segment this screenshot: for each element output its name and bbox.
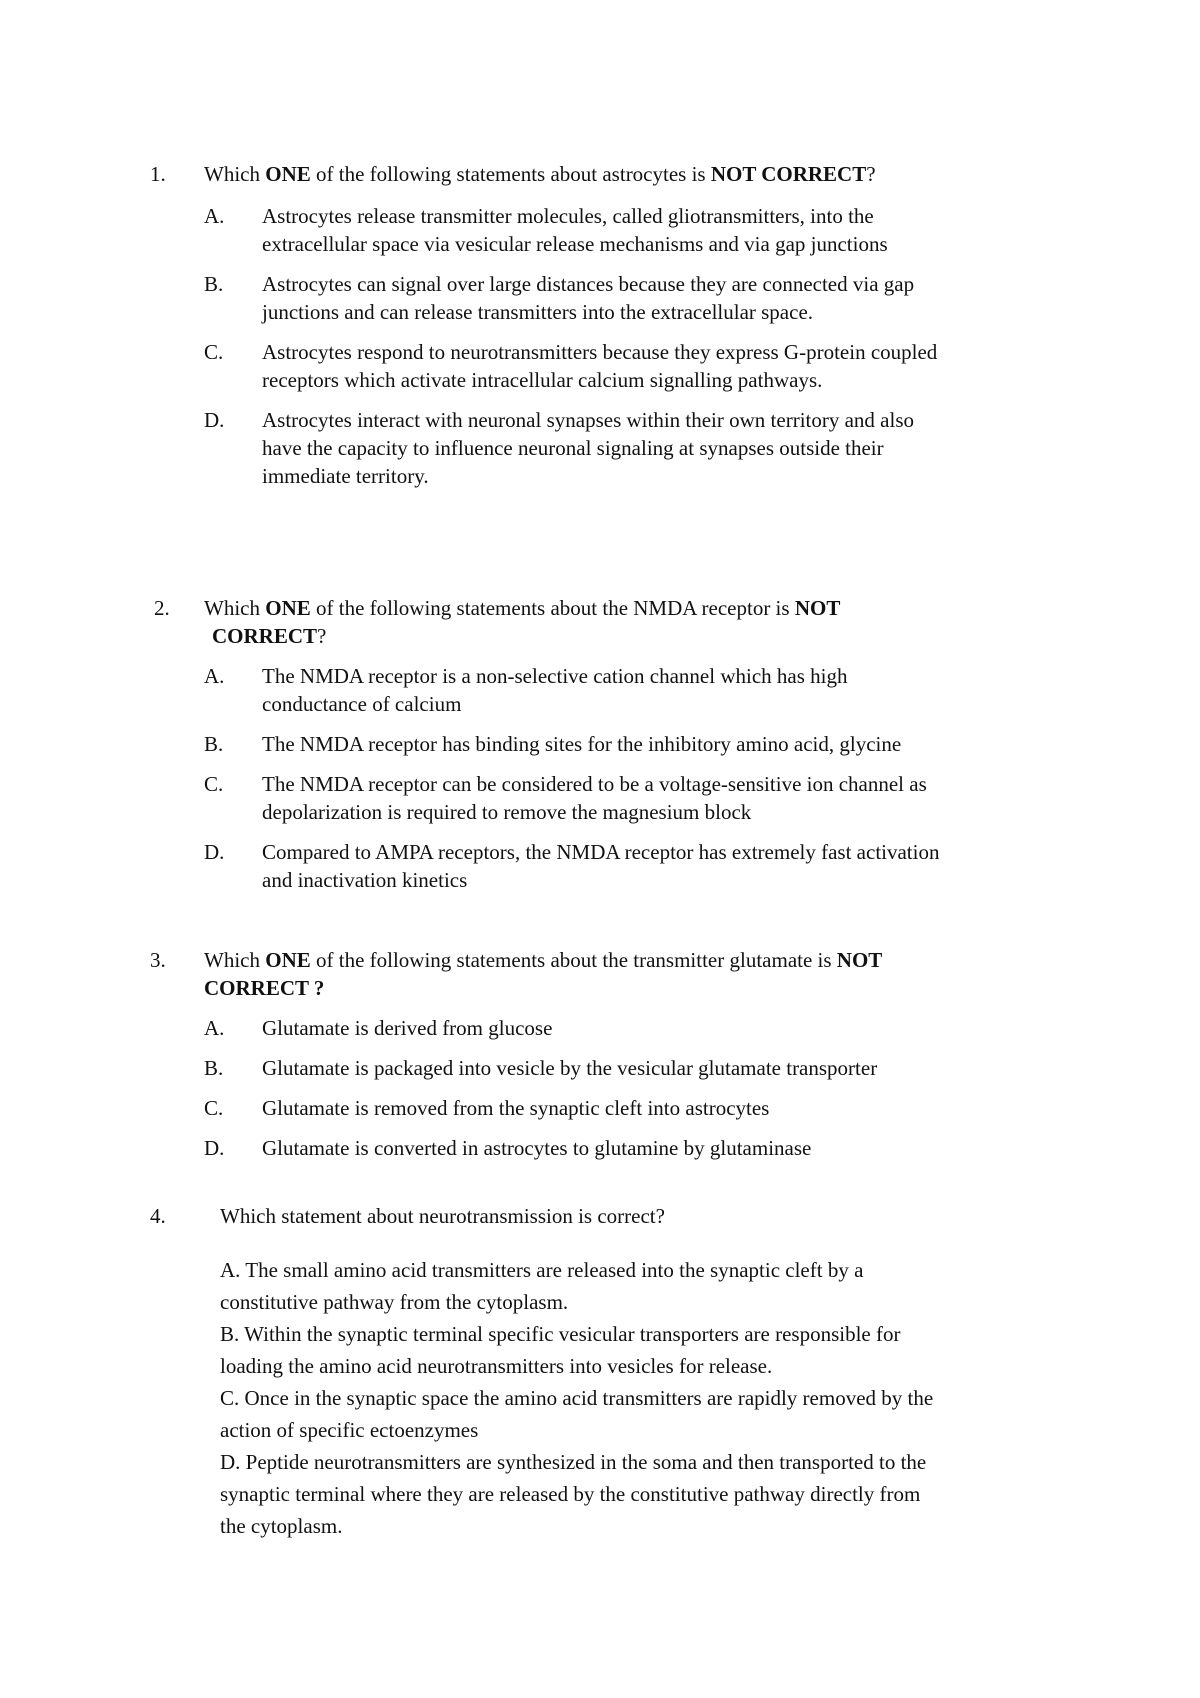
- option-letter: A.: [204, 1016, 225, 1040]
- option-letter: B.: [204, 272, 224, 296]
- option-line: C. Once in the synaptic space the amino acid transmitters are rapidly removed by the: [220, 1386, 934, 1410]
- option-letter: C.: [204, 340, 224, 364]
- option-text: Glutamate is converted in astrocytes to glutamine by glutaminase: [262, 1136, 812, 1160]
- option-text: The NMDA receptor can be considered to be a voltage-sensitive ion channel as depolarization is required to remove the magnesium block: [262, 772, 927, 824]
- option-text: The NMDA receptor is a non-selective cation channel which has high conductance of calcium: [262, 664, 848, 716]
- option-text: Astrocytes can signal over large distances because they are connected via gap junctions and can release transmitters into the extracellular space.: [262, 272, 915, 324]
- question-stem: Which statement about neurotransmission is correct?: [220, 1204, 665, 1228]
- option-line: action of specific ectoenzymes: [220, 1418, 479, 1442]
- option-line: the cytoplasm.: [220, 1514, 343, 1538]
- option-text: Astrocytes respond to neurotransmitters because they express G-protein coupled receptors which activate intracellular calcium signalling pathways.: [262, 340, 938, 392]
- option-letter: C.: [204, 1096, 224, 1120]
- option-text: Glutamate is removed from the synaptic cleft into astrocytes: [262, 1096, 770, 1120]
- option-line: B. Within the synaptic terminal specific vesicular transporters are responsible for: [220, 1322, 901, 1346]
- option-letter: C.: [204, 772, 224, 796]
- option-letter: D.: [204, 840, 225, 864]
- option-line: constitutive pathway from the cytoplasm.: [220, 1290, 569, 1314]
- option-letter: D.: [204, 1136, 225, 1160]
- option-letter: A.: [204, 204, 225, 228]
- option-text: Glutamate is derived from glucose: [262, 1016, 553, 1040]
- question-number: 4.: [150, 1204, 166, 1228]
- question-number: 3.: [150, 948, 166, 972]
- option-line: A. The small amino acid transmitters are released into the synaptic cleft by a: [220, 1258, 864, 1282]
- option-letter: B.: [204, 1056, 224, 1080]
- question-stem-continued: CORRECT ?: [204, 976, 325, 1000]
- question-stem: Which ONE of the following statements about astrocytes is NOT CORRECT?: [204, 162, 876, 186]
- option-text: Astrocytes interact with neuronal synapses within their own territory and also have the capacity to influence neuronal signaling at synapses outside their immediate territory.: [262, 408, 915, 488]
- option-line: synaptic terminal where they are released by the constitutive pathway directly from: [220, 1482, 921, 1506]
- question-stem: Which ONE of the following statements about the NMDA receptor is NOT: [204, 596, 841, 620]
- question-number: 2.: [154, 596, 170, 620]
- option-text: Astrocytes release transmitter molecules, called gliotransmitters, into the extracellular space via vesicular release mechanisms and via gap junctions: [262, 204, 888, 256]
- question-stem: Which ONE of the following statements about the transmitter glutamate is NOT: [204, 948, 883, 972]
- option-text: Compared to AMPA receptors, the NMDA receptor has extremely fast activation and inactivation kinetics: [262, 840, 940, 892]
- option-line: loading the amino acid neurotransmitters into vesicles for release.: [220, 1354, 773, 1378]
- question-stem-continued: CORRECT?: [212, 624, 327, 648]
- answer-options-block: [220, 1254, 1100, 1542]
- option-letter: A.: [204, 664, 225, 688]
- option-letter: B.: [204, 732, 224, 756]
- option-letter: D.: [204, 408, 225, 432]
- option-text: Glutamate is packaged into vesicle by the vesicular glutamate transporter: [262, 1056, 878, 1080]
- option-line: D. Peptide neurotransmitters are synthesized in the soma and then transported to the: [220, 1450, 927, 1474]
- question-number: 1.: [150, 162, 166, 186]
- option-text: The NMDA receptor has binding sites for the inhibitory amino acid, glycine: [262, 732, 902, 756]
